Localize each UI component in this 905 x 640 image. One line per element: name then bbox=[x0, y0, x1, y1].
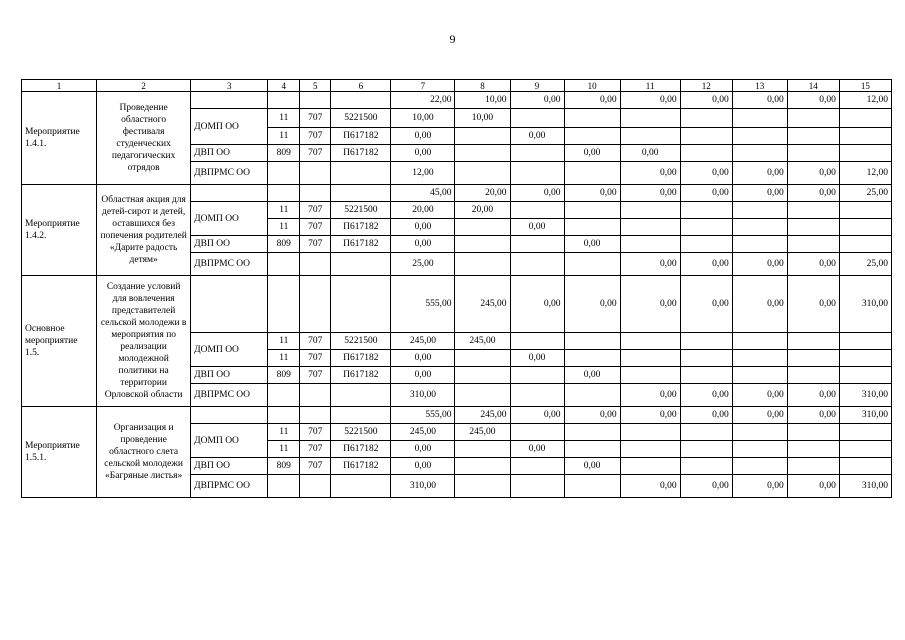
header-cell: 11 bbox=[620, 80, 680, 92]
value-cell: 0,00 bbox=[732, 384, 787, 407]
value-cell bbox=[455, 384, 510, 407]
value-cell bbox=[510, 384, 564, 407]
value-cell: 0,00 bbox=[510, 128, 564, 145]
value-cell: 0,00 bbox=[732, 475, 787, 498]
value-cell: 310,00 bbox=[839, 276, 891, 333]
value-cell: 310,00 bbox=[391, 475, 455, 498]
value-cell bbox=[732, 219, 787, 236]
code-cell bbox=[268, 276, 300, 333]
value-cell bbox=[839, 424, 891, 441]
value-cell: 245,00 bbox=[455, 407, 510, 424]
total-row bbox=[22, 185, 892, 202]
value-cell bbox=[564, 333, 620, 350]
code-cell: 5221500 bbox=[331, 202, 391, 219]
source-label: ДВП ОО bbox=[191, 236, 268, 253]
value-cell bbox=[839, 458, 891, 475]
value-cell: 0,00 bbox=[680, 276, 732, 333]
source-label: ДВПРМС ОО bbox=[191, 384, 268, 407]
code-cell: П617182 bbox=[331, 367, 391, 384]
value-cell bbox=[510, 458, 564, 475]
value-cell bbox=[680, 109, 732, 128]
code-cell: 809 bbox=[268, 145, 300, 162]
page-number: 9 bbox=[449, 32, 456, 46]
value-cell: 555,00 bbox=[391, 276, 455, 333]
value-cell: 0,00 bbox=[564, 236, 620, 253]
value-cell: 0,00 bbox=[510, 407, 564, 424]
value-cell bbox=[680, 424, 732, 441]
value-cell bbox=[839, 441, 891, 458]
code-cell: 11 bbox=[268, 350, 300, 367]
value-cell: 0,00 bbox=[787, 92, 839, 109]
code-cell bbox=[268, 407, 300, 424]
value-cell bbox=[787, 458, 839, 475]
code-cell: 707 bbox=[300, 458, 331, 475]
code-cell: 707 bbox=[300, 109, 331, 128]
value-cell bbox=[620, 128, 680, 145]
value-cell bbox=[787, 109, 839, 128]
code-cell: П617182 bbox=[331, 219, 391, 236]
value-cell: 0,00 bbox=[680, 92, 732, 109]
value-cell: 310,00 bbox=[839, 384, 891, 407]
value-cell bbox=[510, 333, 564, 350]
code-cell: П617182 bbox=[331, 128, 391, 145]
value-cell: 245,00 bbox=[455, 424, 510, 441]
value-cell bbox=[510, 424, 564, 441]
header-cell: 8 bbox=[455, 80, 510, 92]
value-cell bbox=[732, 441, 787, 458]
code-cell: 707 bbox=[300, 219, 331, 236]
value-cell bbox=[510, 236, 564, 253]
value-cell bbox=[732, 350, 787, 367]
value-cell bbox=[620, 219, 680, 236]
header-cell: 13 bbox=[732, 80, 787, 92]
code-cell bbox=[300, 475, 331, 498]
source-label: ДОМП ОО bbox=[191, 202, 268, 236]
code-cell bbox=[300, 162, 331, 185]
source-cell bbox=[191, 276, 268, 333]
code-cell bbox=[268, 92, 300, 109]
code-cell bbox=[331, 276, 391, 333]
value-cell: 0,00 bbox=[680, 407, 732, 424]
value-cell: 12,00 bbox=[839, 162, 891, 185]
code-cell bbox=[331, 384, 391, 407]
code-cell: 809 bbox=[268, 458, 300, 475]
value-cell bbox=[510, 109, 564, 128]
code-cell bbox=[331, 185, 391, 202]
value-cell: 245,00 bbox=[455, 333, 510, 350]
value-cell: 0,00 bbox=[680, 185, 732, 202]
value-cell bbox=[680, 333, 732, 350]
value-cell bbox=[455, 475, 510, 498]
value-cell: 0,00 bbox=[510, 92, 564, 109]
value-cell: 20,00 bbox=[391, 202, 455, 219]
value-cell: 0,00 bbox=[620, 162, 680, 185]
code-cell bbox=[300, 185, 331, 202]
code-cell: 5221500 bbox=[331, 424, 391, 441]
code-cell: 5221500 bbox=[331, 109, 391, 128]
value-cell bbox=[787, 333, 839, 350]
value-cell bbox=[732, 458, 787, 475]
code-cell: П617182 bbox=[331, 350, 391, 367]
value-cell: 0,00 bbox=[391, 458, 455, 475]
value-cell bbox=[510, 475, 564, 498]
code-cell: 707 bbox=[300, 350, 331, 367]
value-cell bbox=[680, 219, 732, 236]
value-cell bbox=[680, 350, 732, 367]
header-cell: 1 bbox=[22, 80, 97, 92]
source-label: ДВП ОО bbox=[191, 458, 268, 475]
activity-name: Основное мероприятие 1.5. bbox=[22, 276, 97, 407]
value-cell: 245,00 bbox=[455, 276, 510, 333]
value-cell bbox=[455, 145, 510, 162]
value-cell bbox=[564, 441, 620, 458]
value-cell bbox=[455, 441, 510, 458]
value-cell bbox=[564, 109, 620, 128]
code-cell: 11 bbox=[268, 109, 300, 128]
code-cell: П617182 bbox=[331, 441, 391, 458]
value-cell bbox=[564, 202, 620, 219]
value-cell: 0,00 bbox=[787, 162, 839, 185]
value-cell: 0,00 bbox=[732, 253, 787, 276]
value-cell bbox=[620, 367, 680, 384]
activity-name: Мероприятие 1.4.1. bbox=[22, 92, 97, 185]
code-cell: 707 bbox=[300, 441, 331, 458]
value-cell bbox=[732, 424, 787, 441]
value-cell bbox=[620, 236, 680, 253]
value-cell: 0,00 bbox=[620, 384, 680, 407]
value-cell: 0,00 bbox=[620, 185, 680, 202]
value-cell: 25,00 bbox=[391, 253, 455, 276]
value-cell bbox=[839, 333, 891, 350]
value-cell: 245,00 bbox=[391, 333, 455, 350]
header-cell: 9 bbox=[510, 80, 564, 92]
code-cell: 707 bbox=[300, 236, 331, 253]
value-cell: 0,00 bbox=[564, 145, 620, 162]
value-cell: 10,00 bbox=[455, 109, 510, 128]
header-cell: 15 bbox=[839, 80, 891, 92]
activity-name: Мероприятие 1.4.2. bbox=[22, 185, 97, 276]
value-cell: 0,00 bbox=[564, 367, 620, 384]
value-cell bbox=[455, 253, 510, 276]
value-cell bbox=[839, 109, 891, 128]
activity-description: Создание условий для вовлечения представителей сельской молодежи в мероприятия по реализации молодежной политики на территории Орловской области bbox=[97, 276, 191, 407]
code-cell bbox=[331, 92, 391, 109]
value-cell: 0,00 bbox=[680, 475, 732, 498]
value-cell bbox=[620, 424, 680, 441]
code-cell: 707 bbox=[300, 333, 331, 350]
value-cell bbox=[564, 384, 620, 407]
activity-description: Проведение областного фестиваля студенческих педагогических отрядов bbox=[97, 92, 191, 185]
budget-table bbox=[21, 79, 892, 498]
value-cell bbox=[510, 162, 564, 185]
value-cell: 0,00 bbox=[391, 219, 455, 236]
value-cell bbox=[510, 145, 564, 162]
value-cell bbox=[620, 441, 680, 458]
value-cell bbox=[839, 350, 891, 367]
code-cell: П617182 bbox=[331, 145, 391, 162]
code-cell: 11 bbox=[268, 128, 300, 145]
value-cell: 25,00 bbox=[839, 253, 891, 276]
value-cell: 0,00 bbox=[564, 458, 620, 475]
value-cell: 0,00 bbox=[391, 145, 455, 162]
value-cell: 22,00 bbox=[391, 92, 455, 109]
code-cell bbox=[268, 475, 300, 498]
value-cell: 0,00 bbox=[787, 185, 839, 202]
value-cell bbox=[839, 219, 891, 236]
value-cell: 0,00 bbox=[732, 407, 787, 424]
activity-description: Организация и проведение областного слета сельской молодежи «Багряные листья» bbox=[97, 407, 191, 498]
value-cell: 0,00 bbox=[510, 219, 564, 236]
value-cell bbox=[564, 219, 620, 236]
source-label: ДВПРМС ОО bbox=[191, 162, 268, 185]
code-cell: 707 bbox=[300, 202, 331, 219]
value-cell bbox=[510, 253, 564, 276]
value-cell bbox=[732, 333, 787, 350]
activity-name: Мероприятие 1.5.1. bbox=[22, 407, 97, 498]
value-cell bbox=[564, 253, 620, 276]
value-cell bbox=[680, 367, 732, 384]
value-cell: 20,00 bbox=[455, 185, 510, 202]
source-label: ДВПРМС ОО bbox=[191, 475, 268, 498]
value-cell: 0,00 bbox=[680, 253, 732, 276]
code-cell: 707 bbox=[300, 145, 331, 162]
activity-description: Областная акция для детей-сирот и детей, оставшихся без попечения родителей «Дарите радость детям» bbox=[97, 185, 191, 276]
value-cell: 0,00 bbox=[510, 441, 564, 458]
value-cell bbox=[732, 109, 787, 128]
header-cell: 14 bbox=[787, 80, 839, 92]
value-cell bbox=[787, 202, 839, 219]
value-cell bbox=[455, 128, 510, 145]
source-label: ДВПРМС ОО bbox=[191, 253, 268, 276]
value-cell bbox=[787, 145, 839, 162]
header-cell: 7 bbox=[391, 80, 455, 92]
value-cell bbox=[680, 441, 732, 458]
value-cell: 310,00 bbox=[391, 384, 455, 407]
value-cell: 12,00 bbox=[391, 162, 455, 185]
code-cell bbox=[331, 162, 391, 185]
code-cell: 11 bbox=[268, 202, 300, 219]
value-cell bbox=[787, 350, 839, 367]
value-cell bbox=[455, 350, 510, 367]
value-cell bbox=[510, 367, 564, 384]
code-cell bbox=[268, 253, 300, 276]
value-cell: 0,00 bbox=[564, 276, 620, 333]
code-cell bbox=[268, 185, 300, 202]
total-row bbox=[22, 276, 892, 333]
header-cell: 10 bbox=[564, 80, 620, 92]
code-cell bbox=[300, 384, 331, 407]
value-cell: 0,00 bbox=[510, 276, 564, 333]
header-cell: 6 bbox=[331, 80, 391, 92]
code-cell bbox=[268, 384, 300, 407]
value-cell bbox=[732, 202, 787, 219]
value-cell: 0,00 bbox=[787, 253, 839, 276]
value-cell: 0,00 bbox=[787, 276, 839, 333]
value-cell bbox=[455, 458, 510, 475]
value-cell: 0,00 bbox=[620, 145, 680, 162]
code-cell bbox=[300, 276, 331, 333]
value-cell: 0,00 bbox=[564, 407, 620, 424]
code-cell: 11 bbox=[268, 441, 300, 458]
value-cell: 0,00 bbox=[620, 92, 680, 109]
value-cell bbox=[620, 109, 680, 128]
value-cell bbox=[620, 333, 680, 350]
source-cell bbox=[191, 407, 268, 424]
value-cell: 555,00 bbox=[391, 407, 455, 424]
value-cell bbox=[564, 424, 620, 441]
value-cell: 310,00 bbox=[839, 407, 891, 424]
code-cell: 809 bbox=[268, 367, 300, 384]
code-cell bbox=[300, 407, 331, 424]
code-cell: 11 bbox=[268, 424, 300, 441]
value-cell: 0,00 bbox=[732, 92, 787, 109]
value-cell bbox=[839, 145, 891, 162]
code-cell bbox=[268, 162, 300, 185]
value-cell: 0,00 bbox=[732, 185, 787, 202]
value-cell bbox=[787, 424, 839, 441]
value-cell bbox=[787, 441, 839, 458]
value-cell: 10,00 bbox=[455, 92, 510, 109]
value-cell: 0,00 bbox=[620, 253, 680, 276]
value-cell: 0,00 bbox=[510, 350, 564, 367]
value-cell bbox=[455, 367, 510, 384]
value-cell: 45,00 bbox=[391, 185, 455, 202]
code-cell bbox=[300, 253, 331, 276]
code-cell: П617182 bbox=[331, 458, 391, 475]
value-cell: 0,00 bbox=[564, 185, 620, 202]
value-cell: 0,00 bbox=[620, 276, 680, 333]
source-cell bbox=[191, 92, 268, 109]
code-cell: П617182 bbox=[331, 236, 391, 253]
code-cell bbox=[331, 407, 391, 424]
value-cell: 310,00 bbox=[839, 475, 891, 498]
value-cell: 0,00 bbox=[787, 407, 839, 424]
value-cell: 0,00 bbox=[620, 407, 680, 424]
value-cell: 0,00 bbox=[391, 350, 455, 367]
value-cell bbox=[564, 350, 620, 367]
value-cell: 20,00 bbox=[455, 202, 510, 219]
value-cell: 0,00 bbox=[787, 475, 839, 498]
value-cell bbox=[732, 236, 787, 253]
code-cell bbox=[331, 475, 391, 498]
value-cell: 0,00 bbox=[391, 367, 455, 384]
code-cell: 707 bbox=[300, 367, 331, 384]
header-cell: 3 bbox=[191, 80, 268, 92]
code-cell: 11 bbox=[268, 219, 300, 236]
value-cell bbox=[680, 236, 732, 253]
value-cell: 0,00 bbox=[620, 475, 680, 498]
value-cell bbox=[680, 128, 732, 145]
source-label: ДОМП ОО bbox=[191, 424, 268, 458]
value-cell bbox=[787, 236, 839, 253]
source-label: ДОМП ОО bbox=[191, 109, 268, 145]
value-cell: 10,00 bbox=[391, 109, 455, 128]
value-cell bbox=[787, 128, 839, 145]
value-cell bbox=[455, 162, 510, 185]
code-cell: 809 bbox=[268, 236, 300, 253]
value-cell bbox=[680, 145, 732, 162]
code-cell: 5221500 bbox=[331, 333, 391, 350]
source-label: ДОМП ОО bbox=[191, 333, 268, 367]
value-cell bbox=[680, 202, 732, 219]
value-cell bbox=[620, 202, 680, 219]
source-cell bbox=[191, 185, 268, 202]
value-cell bbox=[455, 219, 510, 236]
value-cell: 12,00 bbox=[839, 92, 891, 109]
value-cell: 0,00 bbox=[787, 384, 839, 407]
value-cell bbox=[620, 458, 680, 475]
value-cell bbox=[510, 202, 564, 219]
code-cell bbox=[331, 253, 391, 276]
header-cell: 2 bbox=[97, 80, 191, 92]
value-cell: 0,00 bbox=[680, 162, 732, 185]
value-cell bbox=[732, 367, 787, 384]
code-cell bbox=[300, 92, 331, 109]
value-cell bbox=[787, 219, 839, 236]
code-cell: 707 bbox=[300, 424, 331, 441]
value-cell: 0,00 bbox=[732, 276, 787, 333]
value-cell bbox=[732, 145, 787, 162]
header-cell: 5 bbox=[300, 80, 331, 92]
value-cell bbox=[839, 128, 891, 145]
total-row bbox=[22, 92, 892, 109]
value-cell: 0,00 bbox=[391, 128, 455, 145]
value-cell bbox=[564, 475, 620, 498]
value-cell bbox=[732, 128, 787, 145]
value-cell bbox=[620, 350, 680, 367]
code-cell: 11 bbox=[268, 333, 300, 350]
source-label: ДВП ОО bbox=[191, 367, 268, 384]
source-label: ДВП ОО bbox=[191, 145, 268, 162]
value-cell: 245,00 bbox=[391, 424, 455, 441]
code-cell: 707 bbox=[300, 128, 331, 145]
value-cell bbox=[839, 236, 891, 253]
header-cell: 12 bbox=[680, 80, 732, 92]
header-cell: 4 bbox=[268, 80, 300, 92]
value-cell: 0,00 bbox=[680, 384, 732, 407]
value-cell: 0,00 bbox=[564, 92, 620, 109]
value-cell bbox=[839, 202, 891, 219]
value-cell bbox=[787, 367, 839, 384]
value-cell bbox=[564, 128, 620, 145]
value-cell bbox=[680, 458, 732, 475]
total-row bbox=[22, 407, 892, 424]
value-cell bbox=[455, 236, 510, 253]
value-cell: 0,00 bbox=[391, 441, 455, 458]
value-cell: 25,00 bbox=[839, 185, 891, 202]
value-cell: 0,00 bbox=[732, 162, 787, 185]
header-row bbox=[22, 80, 892, 92]
value-cell bbox=[564, 162, 620, 185]
value-cell: 0,00 bbox=[510, 185, 564, 202]
value-cell bbox=[839, 367, 891, 384]
value-cell: 0,00 bbox=[391, 236, 455, 253]
